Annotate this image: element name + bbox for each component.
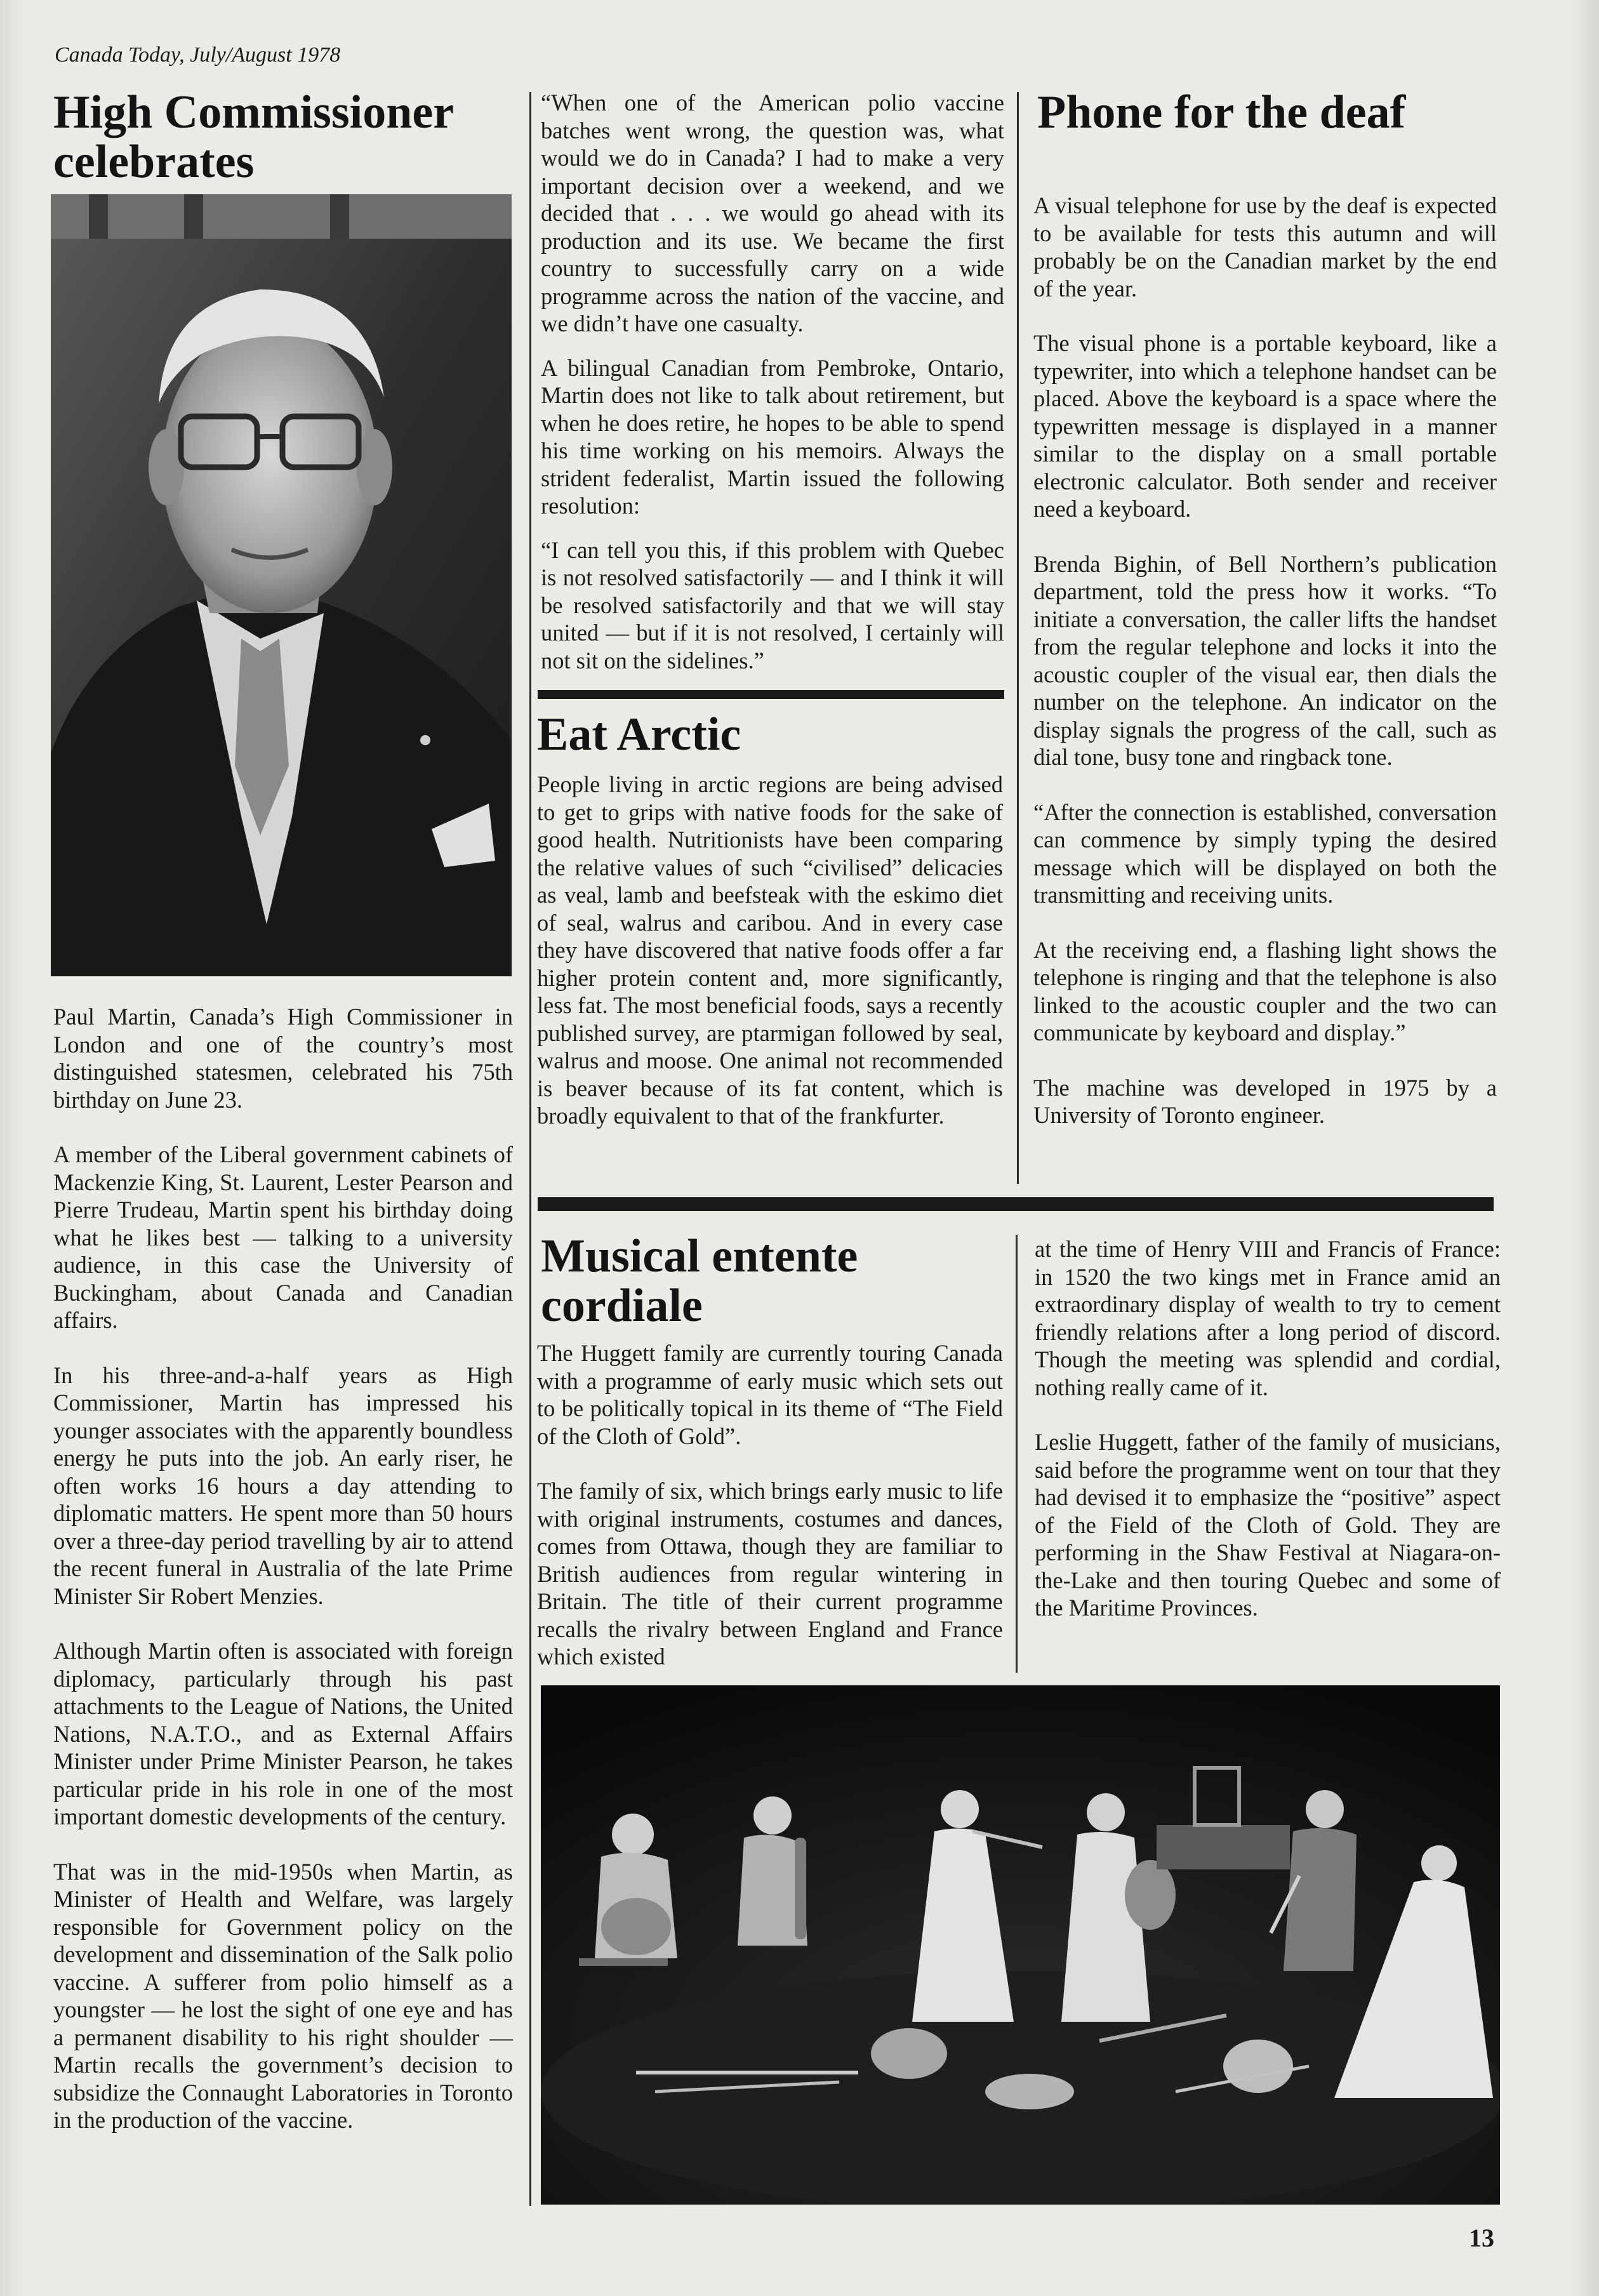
musical-entente-column-left [537, 1339, 1003, 1698]
photo-caption: Paul Martin, Canada’s High Commissioner in London and one of the country’s most distinguished statesmen, celebrated his 75th birthday on June 23. [53, 1004, 513, 1113]
article-paragraph: People living in arctic regions are being advised to get to grips with native foods for the sake of good health. Nutritionists have been comparing the relative values of such “civilised” delicacies as veal, lamb and beefsteak with the eskimo diet of seal, walrus and caribou. And in every case they have discovered that native foods offer a far higher protein content and, more significantly, less fat. The most beneficial foods, says a recently published survey, are ptarmigan followed by seal, walrus and moose. One animal not recommended is beaver because of its fat content, which is broadly equivalent to that of the frankfurter. [537, 771, 1003, 1129]
section-rule [538, 690, 1004, 699]
article-paragraph: That was in the mid-1950s when Martin, as Minister of Health and Welfare, was largely responsible for Government policy on the development and dissemination of the Salk polio vaccine. A sufferer from polio himself as a youngster — he lost the sight of one eye and has a permanent disability to his right shoulder — Martin recalls the government’s decision to subsidize the Connaught Laboratories in Toronto in the production of the vaccine. [53, 1858, 513, 2133]
article-paragraph: at the time of Henry VIII and Francis of France: in 1520 the two kings met in France amid an extraordinary display of wealth to try to cement friendly relations after a long period of discord. Though the meeting was splendid and cordial, nothing really came of it. [1035, 1236, 1501, 1400]
article-paragraph: The Huggett family are currently touring Canada with a programme of early music which sets out to be politically topical in its theme of “The Field of the Cloth of Gold”. [537, 1340, 1003, 1449]
phone-for-deaf-column [1033, 192, 1497, 1157]
article-paragraph: A member of the Liberal government cabinets of Mackenzie King, St. Laurent, Lester Pearson and Pierre Trudeau, Martin spent his birthday doing what he likes best — talking to a university audience, in this case the University of Buckingham, about Canada and Canadian affairs. [53, 1141, 513, 1333]
high-commissioner-left-column [53, 1003, 513, 2161]
page-number: 13 [1469, 2224, 1494, 2252]
article-paragraph: The family of six, which brings early music to life with original instruments, costumes and dances, comes from Ottawa, though they are familiar to British audiences from regular wintering in Britain. The title of their current programme recalls the rivalry between England and France which existed [537, 1478, 1003, 1669]
article-paragraph: A bilingual Canadian from Pembroke, Ontario, Martin does not like to talk about retirement, but when he does retire, he hopes to be able to spend his time working on his memoirs. Always the strident federalist, Martin issued the following resolution: [541, 354, 1004, 519]
article-paragraph: The machine was developed in 1975 by a University of Toronto engineer. [1033, 1074, 1497, 1128]
article-paragraph: Although Martin often is associated with foreign diplomacy, particularly through his past attachments to the League of Nations, the United Nations, N.A.T.O., and as External Affairs Minister under Prime Minister Pearson, he takes particular pride in his role in one of the most important domestic developments of the century. [53, 1638, 513, 1829]
headline-eat-arctic: Eat Arctic [537, 708, 741, 760]
article-paragraph: Brenda Bighin, of Bell Northern’s publication department, told the press how it works. “To initiate a conversation, the caller lifts the handset from the regular telephone and locks it into the acoustic coupler of the visual ear, then dials the number on the telephone. An indicator on the display signals the progress of the call, such as dial tone, busy tone and ringback tone. [1033, 550, 1497, 770]
portrait-photo-paul-martin [51, 194, 512, 976]
article-paragraph: The visual phone is a portable keyboard, like a typewriter, into which a telephone handset can be placed. Above the keyboard is a space where the typewritten message is displayed in a manner similar to the display on a small portable electronic calculator. Both sender and receiver need a keyboard. [1033, 330, 1497, 522]
article-paragraph: Leslie Huggett, father of the family of musicians, said before the programme went on tour that they had devised it to emphasize the “positive” aspect of the Field of the Cloth of Gold. They are performing in the Shaw Festival at Niagara-on-the-Lake and then touring Quebec and some of the Maritime Provinces. [1035, 1429, 1501, 1621]
article-paragraph: At the receiving end, a flashing light shows the telephone is ringing and that the telephone is also linked to the acoustic coupler and the two can communicate by keyboard and display.” [1033, 936, 1497, 1045]
publication-header: Canada Today, July/August 1978 [55, 43, 341, 67]
headline-phone-for-deaf: Phone for the deaf [1037, 86, 1406, 138]
huggett-family-photo [541, 1685, 1500, 2205]
article-paragraph: “I can tell you this, if this problem with Quebec is not resolved satisfactorily — and I think it will be resolved satisfactorily and that we will stay united — but if it is not resolved, I certainly will not sit on the sidelines.” [541, 536, 1004, 674]
column-divider [1016, 1235, 1018, 1673]
eat-arctic-column [537, 771, 1003, 1157]
column-divider [529, 92, 531, 2206]
article-paragraph: In his three-and-a-half years as High Commissioner, Martin has impressed his younger associates with the apparently boundless energy he puts into the job. An early riser, he often works 16 hours a day attending to diplomatic matters. He spent more than 50 hours over a three-day period travelling by air to attend the recent funeral in Australia of the late Prime Minister Sir Robert Menzies. [53, 1362, 513, 1609]
musical-entente-column-right [1035, 1235, 1501, 1649]
article-paragraph: “When one of the American polio vaccine batches went wrong, the question was, what would we do in Canada? I had to make a very important decision over a weekend, and we decided that . . . we would go ahead with its production and its use. We became the first country to successfully carry on a wide programme across the nation of the vaccine, and we didn’t have one casualty. [541, 90, 1004, 336]
headline-musical-entente: Musical entente cordiale [541, 1230, 858, 1332]
column-divider [1017, 92, 1019, 1184]
article-paragraph: “After the connection is established, conversation can commence by simply typing the desired message which will be displayed on both the transmitting and receiving units. [1033, 799, 1497, 908]
headline-high-commissioner: High Commissioner celebrates [53, 86, 453, 188]
musicians-illustration [541, 1685, 1500, 2205]
section-rule [538, 1197, 1494, 1211]
article-paragraph: A visual telephone for use by the deaf is expected to be available for tests this autumn and will probably be on the Canadian market by the end of the year. [1033, 192, 1497, 302]
portrait-illustration [51, 194, 512, 976]
high-commissioner-continued-column [541, 89, 1004, 691]
